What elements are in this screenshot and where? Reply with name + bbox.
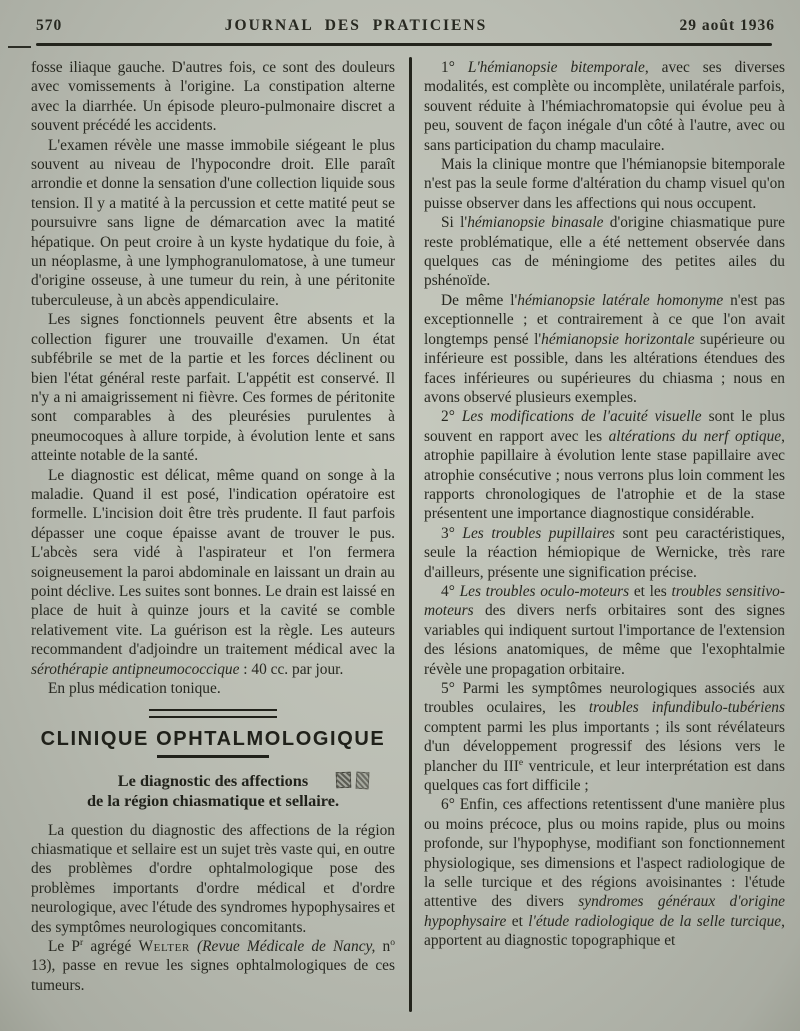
column-divider	[409, 57, 412, 1012]
header-rule	[36, 43, 772, 46]
paragraph: 2° Les modifications de l'acuité visuelle sont le plus souvent en rapport avec les altérations du nerf optique, atrophie papillaire à évolution lente stase papillaire avec atrophie consécutive ; nous verrons plus loin comment les rapports chronologiques de l'atrophie et de la stase présentent une importance diagnostique considérable.	[424, 408, 785, 523]
paragraph: Mais la clinique montre que l'hémianopsie bitemporale n'est pas la seule forme d'altération du champ visuel qu'on puisse observer dans les affections qui nous occupent.	[424, 156, 785, 212]
right-column	[424, 58, 785, 1018]
paragraph: De même l'hémianopsie latérale homonyme n'est pas exceptionnelle ; et contrairement à ce que l'on avait longtemps pensé l'hémianopsie horizontale supérieure ou inférieure est possible, dans les altérations étendues des faces inférieures ou supérieures du chiasma ; nous en avons observé plusieurs exemples.	[424, 291, 785, 406]
paragraph: 5° Parmi les symptômes neurologiques associés aux troubles oculaires, les troubles infundibulo-tubériens comptent parmi les plus importants ; ils sont révélateurs d'un développement progressif des lésions vers le plancher du IIIe ventricule, et leur interprétation est dans quelques cas fort difficile ;	[424, 680, 785, 795]
paragraph: En plus médication tonique.	[48, 680, 221, 697]
article-title-line2: de la région chiasmatique et sellaire.	[86, 791, 340, 810]
paragraph: L'examen révèle une masse immobile siégeant le plus souvent au niveau de l'hypocondre droit. Elle paraît arrondie et donne la sensation d'une collection liquide sous tension. Il y a matité à la percussion et cette matité peut se poursuivre sans ligne de démarcation avec la matité hépatique. On peut croire à un kyste hydatique du foie, à un néoplasme, à une lymphogranulomatose, à une tumeur d'origine osseuse, à une tumeur du rein, à une péritonite tuberculeuse, à un abcès appendiculaire.	[31, 136, 395, 309]
paragraph: Le $P^r$ agrégé Welter (Revue Médicale de Nancy, $n^o$ 13), passe en revue les signes ophtalmologiques de ces tumeurs.	[31, 936, 395, 994]
ink-stamp-icon	[356, 771, 370, 789]
paragraph: 4° Les troubles oculo-moteurs et les troubles sensitivo-moteurs des divers nerfs orbitaires sont des signes variables qui indiquent surtout l'importance de l'extension des lésions anatomiques, de même que l'exophtalmie révèle une propagation orbitaire.	[424, 582, 785, 678]
paragraph: 3° Les troubles pupillaires sont peu caractéristiques, seule la réaction hémiopique de Wernicke, très rare d'ailleurs, présente une signification précise.	[424, 524, 785, 581]
paragraph: fosse iliaque gauche. D'autres fois, ce sont des douleurs avec vomissements à l'origine. La constipation alterne avec la diarrhée. Un épisode pleuro-pulmonaire discret a souvent précédé les accidents.	[31, 59, 395, 135]
left-column-bottom-paragraphs	[31, 821, 395, 996]
issue-date: 29 août 1936	[679, 17, 775, 34]
page-number: 570	[36, 17, 63, 34]
left-column	[31, 58, 395, 1018]
paragraph: 6° Enfin, ces affections retentissent d'une manière plus ou moins précoce, plus ou moins rapide, plus ou moins profonde, sur l'hypophyse, modifiant son fonctionnement physiologique, ses dimensions et l'aspect radiologique de la selle turcique et des régions avoisinantes : l'étude attentive des divers syndromes généraux d'origine hypophysaire et l'étude radiologique de la selle turcique, apportent au diagnostic topographique et	[424, 796, 785, 950]
rubric-underline	[157, 755, 269, 757]
left-column-top-paragraphs	[31, 58, 395, 698]
article-title-line1: Le diagnostic des affections	[117, 770, 309, 790]
article-title	[31, 771, 395, 812]
ink-stamp-icon	[336, 772, 369, 789]
section-rubric: CLINIQUE OPHTALMOLOGIQUE	[40, 727, 386, 750]
paragraph: La question du diagnostic des affections de la région chiasmatique et sellaire est un sujet très vaste qui, en outre des problèmes d'ordre ophtalmologique pose des problèmes importants d'ordre médical et d'ordre neurologique, avec l'étude des syndromes hypophysaires et des symptômes neurologiques concomitants.	[31, 821, 395, 936]
paragraph: Les signes fonctionnels peuvent être absents et la collection figurer une trouvaille d'examen. Un état subfébrile se met de la partie et les forces déclinent ou bien l'état général reste parfait. L'appétit est conservé. Il n'y a ni amaigrissement ni fièvre. Ces formes de péritonite sont comparables à des pleurésies purulentes à pneumocoques à allure torpide, à évolution lente et sans atteinte notable de la santé.	[31, 311, 395, 465]
paragraph: Le diagnostic est délicat, même quand on songe à la maladie. Quand il est posé, l'indication opératoire est formelle. L'incision doit être très prudente. Il faut parfois dépasser une coque épaisse avant de trouver le pus. L'abcès sera vidé à l'aspirateur et l'on fermera soigneusement la paroi abdominale en laissant un drain au point déclive. Les suites sont bonnes. Le drain est laissé en place de huit à quinze jours et la cavité se comble relativement vite. La guérison est la règle. Les auteurs recommandent d'adjoindre un traitement médical avec la sérothérapie antipneumococcique : 40 cc. par jour.	[31, 466, 395, 678]
header-rule-dash	[8, 46, 31, 48]
page-header	[0, 15, 800, 39]
right-column-paragraphs	[424, 58, 785, 951]
paragraph: Si l'hémianopsie binasale d'origine chiasmatique pure reste problématique, elle a été nettement observée dans quelques cas de méningiome des petites ailes du pshénoïde.	[424, 214, 785, 290]
section-separator-double-rule	[149, 709, 277, 718]
ink-stamp-icon	[336, 771, 352, 788]
journal-title: JOURNAL DES PRATICIENS	[224, 17, 488, 34]
paragraph: 1° L'hémianopsie bitemporale, avec ses diverses modalités, est complète ou incomplète, unilatérale parfois, souvent réduite à l'hémiachromatopsie qui évolue peu à peu, souvent de façon inégale d'un côté à l'autre, avec ou sans participation du champ maculaire.	[424, 59, 785, 154]
